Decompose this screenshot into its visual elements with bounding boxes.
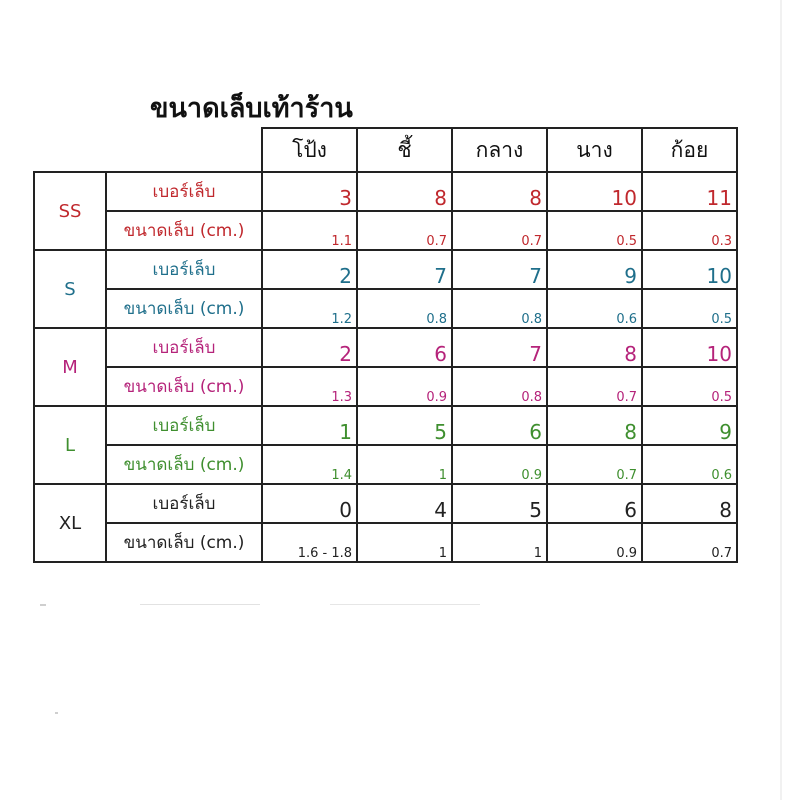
page-edge-divider: [780, 0, 782, 800]
nail-size-table: [33, 127, 738, 563]
number-row-label: เบอร์เล็บ: [106, 406, 262, 445]
nail-number-cell: 8: [357, 172, 452, 211]
nail-number-cell: 8: [642, 484, 737, 523]
nail-width-cell: 1: [357, 523, 452, 562]
nail-width-cell: 0.7: [547, 445, 642, 484]
nail-number-cell: 7: [357, 250, 452, 289]
nail-number-cell: 2: [262, 328, 357, 367]
size-label: S: [34, 250, 106, 328]
width-row-label: ขนาดเล็บ (cm.): [106, 289, 262, 328]
scan-speck: [40, 604, 46, 606]
nail-width-cell: 0.5: [547, 211, 642, 250]
nail-number-cell: 10: [642, 328, 737, 367]
nail-width-cell: 0.8: [452, 367, 547, 406]
nail-width-cell: 1: [357, 445, 452, 484]
width-row-label: ขนาดเล็บ (cm.): [106, 211, 262, 250]
header-row: [34, 128, 737, 172]
nail-width-cell: 0.8: [452, 289, 547, 328]
nail-number-cell: 9: [547, 250, 642, 289]
nail-number-cell: 6: [357, 328, 452, 367]
nail-width-cell: 0.6: [642, 445, 737, 484]
number-row-label: เบอร์เล็บ: [106, 484, 262, 523]
nail-number-cell: 0: [262, 484, 357, 523]
header-blank-cell: [106, 128, 262, 172]
size-row-width: [34, 211, 737, 250]
number-row-label: เบอร์เล็บ: [106, 172, 262, 211]
nail-width-cell: 0.9: [547, 523, 642, 562]
nail-number-cell: 7: [452, 250, 547, 289]
finger-header: กลาง: [452, 128, 547, 172]
nail-width-cell: 1.3: [262, 367, 357, 406]
nail-number-cell: 10: [642, 250, 737, 289]
nail-width-cell: 1.6 - 1.8: [262, 523, 357, 562]
width-row-label: ขนาดเล็บ (cm.): [106, 367, 262, 406]
nail-number-cell: 3: [262, 172, 357, 211]
finger-header: โป้ง: [262, 128, 357, 172]
size-row-number: [34, 484, 737, 523]
nail-width-cell: 0.7: [452, 211, 547, 250]
size-row-number: [34, 406, 737, 445]
nail-width-cell: 0.7: [642, 523, 737, 562]
scan-speck: [330, 604, 480, 605]
size-row-width: [34, 523, 737, 562]
nail-number-cell: 4: [357, 484, 452, 523]
nail-width-cell: 1.1: [262, 211, 357, 250]
nail-number-cell: 1: [262, 406, 357, 445]
nail-width-cell: 1.4: [262, 445, 357, 484]
size-label: L: [34, 406, 106, 484]
nail-width-cell: 0.3: [642, 211, 737, 250]
nail-number-cell: 8: [452, 172, 547, 211]
size-label: M: [34, 328, 106, 406]
nail-number-cell: 2: [262, 250, 357, 289]
nail-number-cell: 8: [547, 406, 642, 445]
nail-number-cell: 5: [452, 484, 547, 523]
size-row-number: [34, 328, 737, 367]
nail-number-cell: 5: [357, 406, 452, 445]
nail-width-cell: 0.5: [642, 367, 737, 406]
nail-width-cell: 0.6: [547, 289, 642, 328]
nail-width-cell: 0.7: [357, 211, 452, 250]
size-row-width: [34, 445, 737, 484]
nail-number-cell: 11: [642, 172, 737, 211]
size-row-number: [34, 250, 737, 289]
nail-number-cell: 6: [452, 406, 547, 445]
nail-width-cell: 0.9: [357, 367, 452, 406]
nail-width-cell: 0.8: [357, 289, 452, 328]
nail-width-cell: 1: [452, 523, 547, 562]
nail-number-cell: 7: [452, 328, 547, 367]
chart-title: ขนาดเล็บเท้าร้าน: [150, 93, 353, 124]
nail-width-cell: 1.2: [262, 289, 357, 328]
nail-width-cell: 0.5: [642, 289, 737, 328]
size-row-width: [34, 367, 737, 406]
number-row-label: เบอร์เล็บ: [106, 328, 262, 367]
nail-number-cell: 6: [547, 484, 642, 523]
size-row-number: [34, 172, 737, 211]
nail-number-cell: 8: [547, 328, 642, 367]
header-blank-cell: [34, 128, 106, 172]
size-label: XL: [34, 484, 106, 562]
finger-header: ก้อย: [642, 128, 737, 172]
nail-number-cell: 9: [642, 406, 737, 445]
scan-speck: [55, 712, 58, 714]
finger-header: นาง: [547, 128, 642, 172]
finger-header: ชี้: [357, 128, 452, 172]
nail-width-cell: 0.7: [547, 367, 642, 406]
size-row-width: [34, 289, 737, 328]
size-label: SS: [34, 172, 106, 250]
nail-number-cell: 10: [547, 172, 642, 211]
number-row-label: เบอร์เล็บ: [106, 250, 262, 289]
width-row-label: ขนาดเล็บ (cm.): [106, 445, 262, 484]
scan-speck: [140, 604, 260, 605]
nail-width-cell: 0.9: [452, 445, 547, 484]
width-row-label: ขนาดเล็บ (cm.): [106, 523, 262, 562]
